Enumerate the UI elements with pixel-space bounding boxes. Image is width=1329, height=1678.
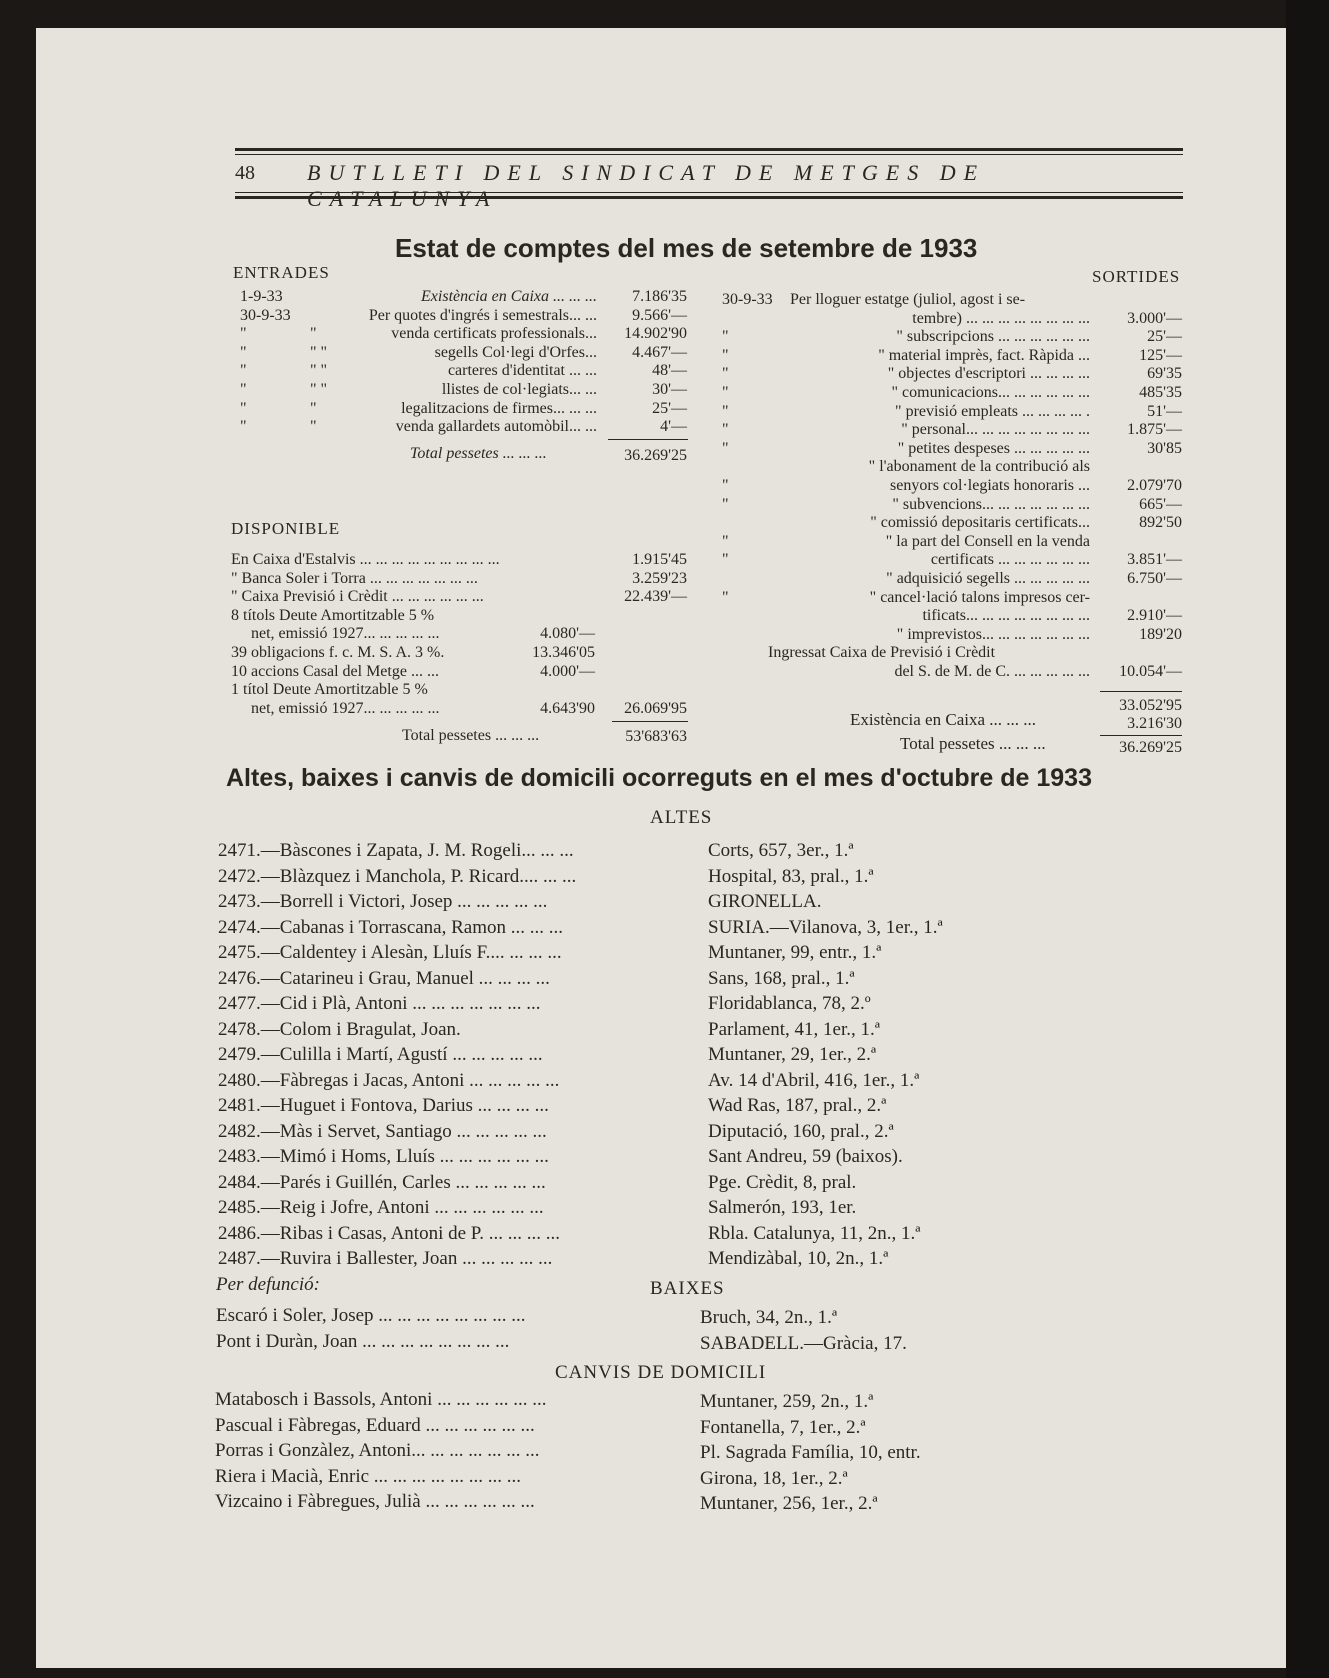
cash-label: Existència en Caixa ... ... ... (850, 710, 1037, 729)
altes-heading: ALTES (650, 807, 713, 828)
expense-subtotal-rule (1100, 691, 1182, 692)
canvis-heading: CANVIS DE DOMICILI (555, 1362, 767, 1383)
page-number: 48 (235, 162, 255, 184)
header-rule-bottom-thin (235, 192, 1183, 193)
header-rule-top (235, 148, 1183, 151)
available-total-label: Total pessetes ... ... ... (402, 727, 540, 744)
available-heading: DISPONIBLE (231, 519, 341, 538)
income-total-value: 36.269'25 (624, 447, 687, 464)
income-heading: ENTRADES (233, 263, 330, 282)
expense-total-value: 36.269'25 (1119, 739, 1182, 756)
baixes-addresses: Bruch, 34, 2n., 1.ª SABADELL.—Gràcia, 17. (700, 1307, 907, 1354)
membership-title: Altes, baixes i canvis de domicili ocorreguts en el mes d'octubre de 1933 (226, 764, 1092, 792)
expense-lines: Per lloguer estatge (juliol, agost i se- tembre) ... ... ... ... ... ... ... ... " subscripcions ... ... ... ... ... ... " material imprès, fact. Ràpida ... " objectes d'escriptori ... ... ... ... " comunicacions... ... ... ... ... ... " previsió empleats ... ... ... ... . " personal... ... ... ... ... ... ... ... " petites despeses ... ... ... ... ... " l'abonament de la contribució als senyors col·legiats honoraris ... " subvencions... ... ... ... ... ... ... " comissió depositaris certificats... " la part del Consell en la venda certificats ... ... ... ... ... ... " adquisició segells ... ... ... ... ... " cancel·lació talons impresos cer- tificats... ... ... ... ... ... ... ... " imprevistos... ... ... ... ... ... ... Ingressat Caixa de Previsió i Crèdit del S. de M. de C. ... ... ... ... ... (768, 291, 1090, 680)
income-total-rule (608, 439, 688, 440)
income-dates: 1-9-33 30-9-33 " " " " " " (240, 288, 291, 436)
baixes-names: Escaró i Soler, Josep ... ... ... ... ... ... ... ... Pont i Duràn, Joan ... ... ... ... ... ... ... ... (216, 1305, 526, 1352)
journal-title: BUTLLETI DEL SINDICAT DE METGES DE (307, 160, 986, 185)
canvis-addresses: Muntaner, 259, 2n., 1.ª Fontanella, 7, 1er., 2.ª Pl. Sagrada Família, 10, entr. Girona, 18, 1er., 2.ª Muntaner, 256, 1er., 2.ª (700, 1391, 921, 1514)
background-strip (1286, 0, 1329, 1678)
expenses-heading: SORTIDES (1092, 267, 1181, 286)
canvis-names: Matabosch i Bassols, Antoni ... ... ... ... ... ... Pascual i Fàbregas, Eduard ... ... ... ... ... ... Porras i Gonzàlez, Antoni... ... ... ... ... ... ... Riera i Macià, Enric ... ... ... ... ... ... ... ... Vizcaino i Fàbregues, Julià ... ... ... ... ... ... (215, 1389, 547, 1512)
expense-subtotal: 33.052'95 (1119, 697, 1182, 714)
income-items: Existència en Caixa ... ... ... Per quotes d'ingrés i semestrals... ... venda certificats professionals... segells Col·legi d'Orfes... carteres d'identitat ... ... llistes de col·legiats... ... legalitzacions de firmes... ... ... venda gallardets automòbil... ... (368, 288, 597, 436)
expense-amounts: 3.000'— 25'— 125'— 69'35 485'35 51'— 1.875'— 30'85 2.079'70 665'— 892'50 3.851'— 6.750'— 2.910'— 189'20 10.054'— (1119, 309, 1182, 680)
available-items: En Caixa d'Estalvis ... ... ... ... ... ... ... ... ... " Banca Soler i Torra ... ... ... ... ... ... ... " Caixa Previsió i Crèdit ... ... ... ... ... ... 8 títols Deute Amortitzable 5 % net, emissió 1927... ... ... ... ... 39 obligacions f. c. M. S. A. 3 %. 10 accions Casal del Metge ... ... 1 títol Deute Amortitzable 5 % net, emissió 1927... ... ... ... ... (231, 551, 500, 717)
available-total-rule (612, 721, 688, 722)
income-amounts: 7.186'35 9.566'— 14.902'90 4.467'— 48'— 30'— 25'— 4'— (624, 288, 687, 436)
accounts-title: Estat de comptes del mes de setembre de 1933 (395, 233, 978, 263)
available-total-value: 53'683'63 (625, 728, 687, 745)
expense-total-rule (1100, 735, 1182, 736)
available-amounts: 1.915'45 3.259'23 22.439'— 26.069'95 (624, 551, 687, 717)
running-header (235, 160, 1183, 190)
baixes-heading: BAIXES (650, 1278, 725, 1299)
altes-names: 2471.—Bàscones i Zapata, J. M. Rogeli... ... ... 2472.—Blàzquez i Manchola, P. Ricard.... ... ... 2473.—Borrell i Victori, Josep ... ... ... ... ... 2474.—Cabanas i Torrascana, Ramon ... ... ... 2475.—Caldentey i Alesàn, Lluís F.... ... ... ... 2476.—Catarineu i Grau, Manuel ... ... ... ... 2477.—Cid i Plà, Antoni ... ... ... ... ... ... ... 2478.—Colom i Bragulat, Joan. 2479.—Culilla i Martí, Agustí ... ... ... ... ... 2480.—Fàbregas i Jacas, Antoni ... ... ... ... ... 2481.—Huguet i Fontova, Darius ... ... ... ... 2482.—Màs i Servet, Santiago ... ... ... ... ... 2483.—Mimó i Homs, Lluís ... ... ... ... ... ... 2484.—Parés i Guillén, Carles ... ... ... ... ... 2485.—Reig i Jofre, Antoni ... ... ... ... ... ... 2486.—Ribas i Casas, Antoni de P. ... ... ... ... 2487.—Ruvira i Ballester, Joan ... ... ... ... ... (218, 840, 577, 1269)
cash-value: 3.216'30 (1127, 715, 1182, 732)
baixes-note: Per defunció: (216, 1274, 320, 1295)
header-rule-bottom (235, 196, 1183, 199)
altes-addresses: Corts, 657, 3er., 1.ª Hospital, 83, pral., 1.ª GIRONELLA. SURIA.—Vilanova, 3, 1er., 1.ª Muntaner, 99, entr., 1.ª Sans, 168, pral., 1.ª Floridablanca, 78, 2.º Parlament, 41, 1er., 1.ª Muntaner, 29, 1er., 2.ª Av. 14 d'Abril, 416, 1er., 1.ª Wad Ras, 187, pral., 2.ª Diputació, 160, pral., 2.ª Sant Andreu, 59 (baixos). Pge. Crèdit, 8, pral. Salmerón, 193, 1er. Rbla. Catalunya, 11, 2n., 1.ª Mendizàbal, 10, 2n., 1.ª (708, 840, 943, 1269)
expense-total-label: Total pessetes ... ... ... (900, 734, 1046, 753)
expense-dates: 30-9-33 " " " " " " " " " " " " (722, 291, 773, 606)
income-total-label: Total pessetes ... ... ... (410, 445, 547, 462)
available-sub-amounts: 4.080'— 13.346'05 4.000'— 4.643'90 (532, 625, 595, 717)
header-rule-top-thin (235, 154, 1183, 155)
income-ditto-marks: " " " " " " " " " (310, 325, 328, 436)
